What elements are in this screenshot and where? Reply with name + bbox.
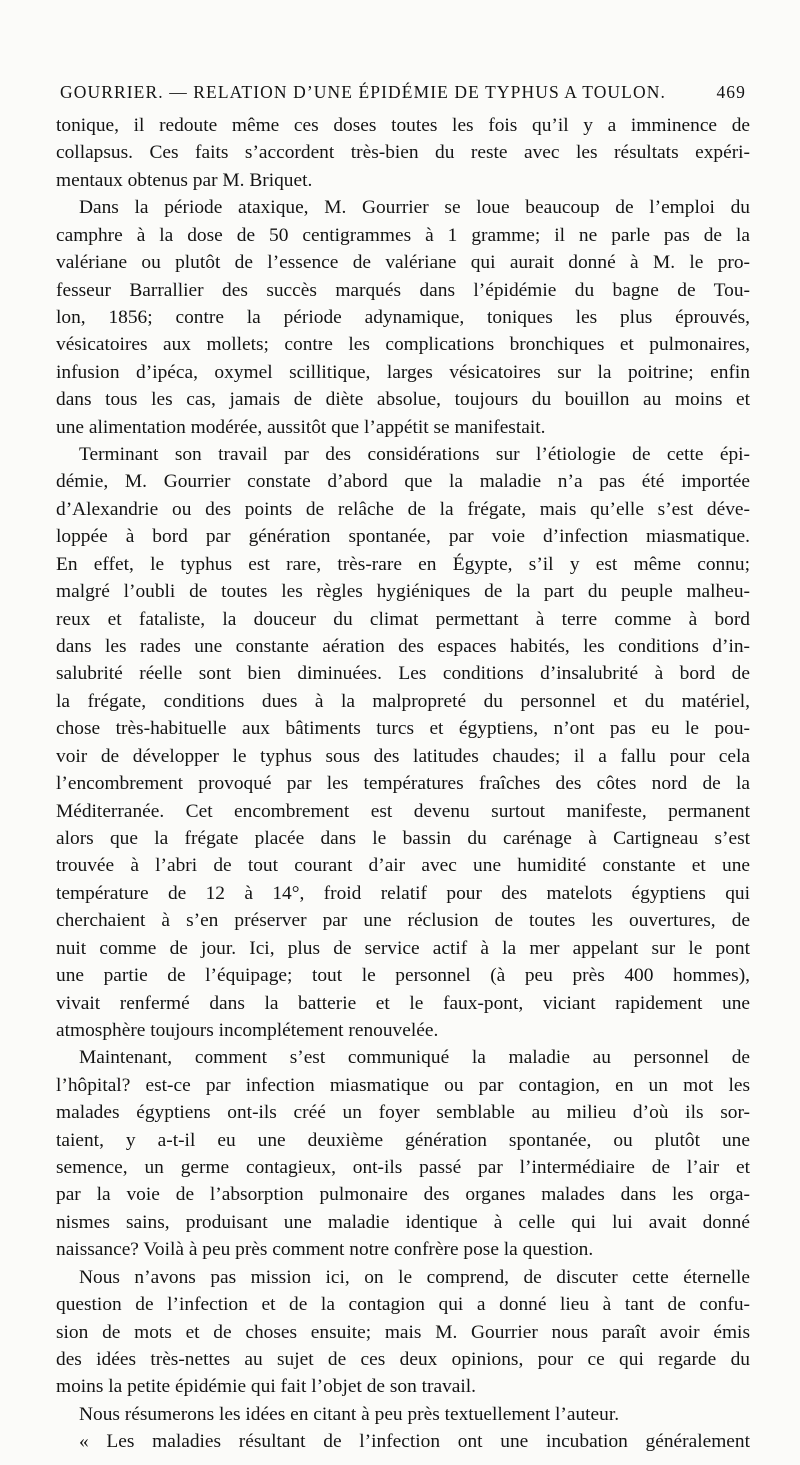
text-line: sion de mots et de choses ensuite; mais M. Gourrier nous paraît avoir émis bbox=[56, 1321, 750, 1343]
running-header bbox=[56, 82, 746, 108]
text-line: Maintenant, comment s’est communiqué la maladie au personnel de bbox=[79, 1047, 750, 1069]
text-line: nuit comme de jour. Ici, plus de service actif à la mer appelant sur le pont bbox=[56, 937, 750, 959]
text-line: Nous n’avons pas mission ici, on le comprend, de discuter cette éternelle bbox=[79, 1266, 750, 1288]
text-line: valériane ou plutôt de l’essence de valériane qui aurait donné à M. le pro- bbox=[56, 252, 750, 274]
text-line: loppée à bord par génération spontanée, par voie d’infection miasmatique. bbox=[56, 526, 750, 548]
text-line: dans tous les cas, jamais de diète absolue, toujours du bouillon au moins et bbox=[56, 389, 750, 411]
text-line: fesseur Barrallier des succès marqués dans l’épidémie du bagne de Tou- bbox=[56, 279, 750, 301]
text-line: la frégate, conditions dues à la malpropreté du personnel et du matériel, bbox=[56, 690, 750, 712]
text-line: Méditerranée. Cet encombrement est devenu surtout manifeste, permanent bbox=[56, 800, 750, 822]
text-line: cherchaient à s’en préserver par une réclusion de toutes les ouvertures, de bbox=[56, 910, 750, 932]
text-line: une alimentation modérée, aussitôt que l’appétit se manifestait. bbox=[56, 416, 546, 438]
text-line: « Les maladies résultant de l’infection ont une incubation généralement bbox=[79, 1431, 750, 1453]
text-line: trouvée à l’abri de tout courant d’air avec une humidité constante et une bbox=[56, 855, 750, 877]
text-line: Dans la période ataxique, M. Gourrier se loue beaucoup de l’emploi du bbox=[79, 197, 750, 219]
text-line: nismes sains, produisant une maladie identique à celle qui lui avait donné bbox=[56, 1211, 750, 1233]
text-line: des idées très-nettes au sujet de ces deux opinions, pour ce qui regarde du bbox=[56, 1348, 750, 1370]
text-line: moins la petite épidémie qui fait l’objet de son travail. bbox=[56, 1376, 477, 1398]
text-line: Terminant son travail par des considérations sur l’étiologie de cette épi- bbox=[79, 444, 750, 466]
text-line: lon, 1856; contre la période adynamique, toniques les plus éprouvés, bbox=[56, 306, 750, 328]
page-number: 469 bbox=[716, 82, 746, 102]
text-line: Nous résumerons les idées en citant à peu près textuellement l’auteur. bbox=[79, 1403, 620, 1425]
text-line: reux et fataliste, la douceur du climat permettant à terre comme à bord bbox=[56, 608, 750, 630]
text-line: malgré l’oubli de toutes les règles hygiéniques de la part du peuple malheu- bbox=[56, 581, 750, 603]
text-line: démie, M. Gourrier constate d’abord que la maladie n’a pas été importée bbox=[56, 471, 750, 493]
text-line: tonique, il redoute même ces doses toutes les fois qu’il y a imminence de bbox=[56, 115, 750, 136]
text-line: camphre à la dose de 50 centigrammes à 1 gramme; il ne parle pas de la bbox=[56, 224, 750, 246]
text-line: température de 12 à 14°, froid relatif pour des matelots égyptiens qui bbox=[56, 882, 750, 904]
text-line: semence, un germe contagieux, ont-ils passé par l’intermédiaire de l’air et bbox=[56, 1157, 750, 1179]
text-line: salubrité réelle sont bien diminuées. Les conditions d’insalubrité à bord de bbox=[56, 663, 750, 685]
text-line: une partie de l’équipage; tout le personnel (à peu près 400 hommes), bbox=[56, 965, 750, 987]
text-line: infusion d’ipéca, oxymel scillitique, larges vésicatoires sur la poitrine; enfin bbox=[56, 361, 750, 383]
text-line: question de l’infection et de la contagion qui a donné lieu à tant de confu- bbox=[56, 1294, 750, 1316]
text-line: d’Alexandrie ou des points de relâche de la frégate, mais qu’elle s’est déve- bbox=[56, 498, 750, 520]
text-line: dans les rades une constante aération des espaces habités, les conditions d’in- bbox=[56, 636, 750, 658]
text-line: naissance? Voilà à peu près comment notre confrère pose la question. bbox=[56, 1239, 594, 1261]
text-line: taient, y a-t-il eu une deuxième génération spontanée, ou plutôt une bbox=[56, 1129, 750, 1151]
text-line: malades égyptiens ont-ils créé un foyer semblable au milieu d’où ils sor- bbox=[56, 1102, 750, 1124]
text-line: chose très-habituelle aux bâtiments turcs et égyptiens, n’ont pas eu le pou- bbox=[56, 718, 750, 740]
text-line: collapsus. Ces faits s’accordent très-bien du reste avec les résultats expéri- bbox=[56, 142, 750, 164]
text-line: vivait renfermé dans la batterie et le faux-pont, viciant rapidement une bbox=[56, 992, 750, 1014]
body-text bbox=[56, 112, 750, 1456]
text-line: l’hôpital? est-ce par infection miasmatique ou par contagion, en un mot les bbox=[56, 1074, 750, 1096]
text-line: En effet, le typhus est rare, très-rare en Égypte, s’il y est même connu; bbox=[56, 553, 750, 575]
running-title: GOURRIER. — RELATION D’UNE ÉPIDÉMIE DE TYPHUS A TOULON. bbox=[60, 82, 666, 102]
text-line: alors que la frégate placée dans le bassin du carénage à Cartigneau s’est bbox=[56, 827, 750, 849]
text-line: vésicatoires aux mollets; contre les complications bronchiques et pulmonaires, bbox=[56, 334, 750, 356]
text-line: voir de développer le typhus sous des latitudes chaudes; il a fallu pour cela bbox=[56, 745, 750, 767]
text-line: l’encombrement provoqué par les températures fraîches des côtes nord de la bbox=[56, 773, 750, 795]
text-line: atmosphère toujours incomplétement renouvelée. bbox=[56, 1019, 439, 1041]
text-line: par la voie de l’absorption pulmonaire des organes malades dans les orga- bbox=[56, 1184, 750, 1206]
text-line: mentaux obtenus par M. Briquet. bbox=[56, 169, 313, 191]
